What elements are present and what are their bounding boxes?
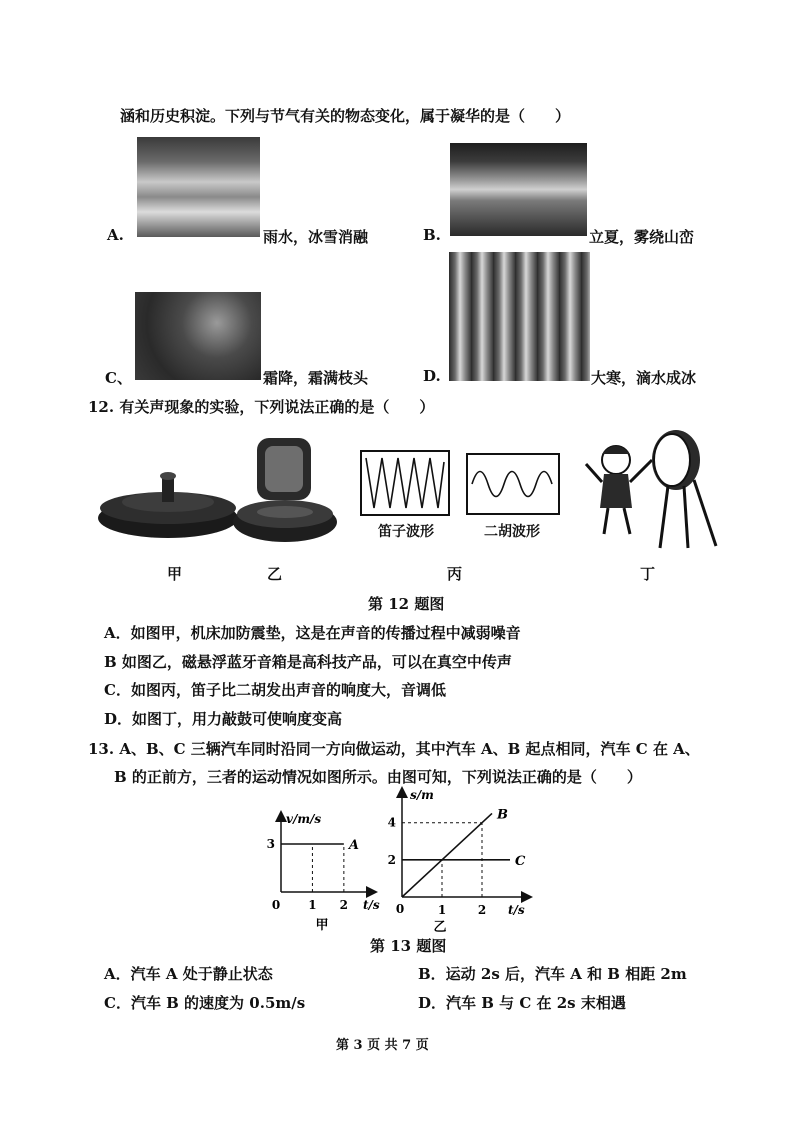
x-axis-label: t/s [363, 898, 380, 912]
q12-label-bing: 丙 [447, 565, 463, 583]
series-line-B [402, 813, 492, 897]
y-axis-label: s/m [410, 788, 434, 802]
q11-option-a-letter: A. [107, 226, 124, 244]
page-footer: 第 3 页 共 7 页 [336, 1038, 429, 1053]
q13-option-d: D．汽车 B 与 C 在 2s 末相遇 [418, 994, 626, 1012]
q13-option-b: B．运动 2s 后，汽车 A 和 B 相距 2m [418, 965, 687, 983]
icicles-photo [449, 252, 590, 381]
x-tick-label: 1 [308, 898, 317, 912]
q12-option-a: A．如图甲，机床加防震垫，这是在声音的传播过程中减弱噪音 [104, 624, 521, 642]
q12-option-d: D．如图丁，用力敲鼓可使响度变高 [104, 710, 343, 728]
machine-pad-figure [96, 462, 240, 544]
q11-stem: 涵和历史积淀。下列与节气有关的物态变化，属于凝华的是（ ） [120, 107, 571, 125]
q12-label-jia: 甲 [167, 565, 183, 583]
flute-waveform [360, 450, 450, 516]
snow-melting-photo [137, 137, 260, 237]
q11-option-d-text: 大寒，滴水成冰 [591, 369, 697, 387]
q12-caption: 第 12 题图 [368, 595, 445, 613]
drum-child-figure [576, 424, 722, 550]
q11-option-c-text: 霜降，霜满枝头 [263, 369, 369, 387]
maglev-speaker-figure [231, 436, 339, 546]
q13-stem-line2: B 的正前方，三者的运动情况如图所示。由图可知，下列说法正确的是（ ） [114, 768, 642, 786]
q12-option-b: B 如图乙，磁悬浮蓝牙音箱是高科技产品，可以在真空中传声 [104, 653, 512, 671]
q12-stem: 12. 有关声现象的实验，下列说法正确的是（ ） [88, 398, 435, 416]
q11-option-a-text: 雨水，冰雪消融 [263, 228, 369, 246]
q11-option-b-letter: B. [423, 226, 441, 244]
q12-label-yi: 乙 [267, 565, 283, 583]
x-tick-label: 2 [339, 898, 349, 912]
erhu-waveform [466, 453, 560, 515]
q13-option-a: A．汽车 A 处于静止状态 [104, 965, 273, 983]
q13-option-c: C．汽车 B 的速度为 0.5m/s [104, 994, 306, 1012]
q12-option-c: C．如图丙，笛子比二胡发出声音的响度大，音调低 [104, 681, 446, 699]
x-tick-label: 1 [437, 903, 447, 917]
fog-mountain-photo [450, 143, 587, 236]
q11-option-b-text: 立夏，雾绕山峦 [589, 228, 695, 246]
chart-title: 乙 [433, 920, 447, 935]
q12-label-ding: 丁 [640, 565, 656, 583]
q13-caption: 第 13 题图 [370, 937, 447, 955]
chart-distance-time [387, 785, 540, 935]
erhu-wave-label: 二胡波形 [484, 524, 540, 540]
x-axis-label: t/s [508, 903, 525, 917]
q11-option-d-letter: D. [423, 367, 441, 385]
origin-label: 0 [395, 902, 405, 916]
series-label-C: C [515, 853, 526, 869]
y-tick-label: 3 [266, 837, 275, 851]
chart-title: 甲 [315, 918, 329, 933]
y-tick-label: 4 [387, 815, 396, 830]
frost-branch-photo [135, 292, 261, 380]
series-label-B: B [497, 807, 508, 823]
y-axis-label: v/m/s [286, 812, 322, 826]
y-tick-label: 2 [387, 852, 396, 867]
flute-wave-label: 笛子波形 [378, 524, 434, 540]
origin-label: 0 [271, 898, 281, 912]
x-tick-label: 2 [477, 903, 487, 917]
chart-velocity-time [260, 805, 390, 935]
q11-option-c-letter: C、 [105, 369, 132, 387]
series-label-A: A [348, 838, 359, 853]
q13-stem-line1: 13. A、B、C 三辆汽车同时沿同一方向做运动，其中汽车 A、B 起点相同，汽车 C 在 A、 [88, 740, 700, 758]
